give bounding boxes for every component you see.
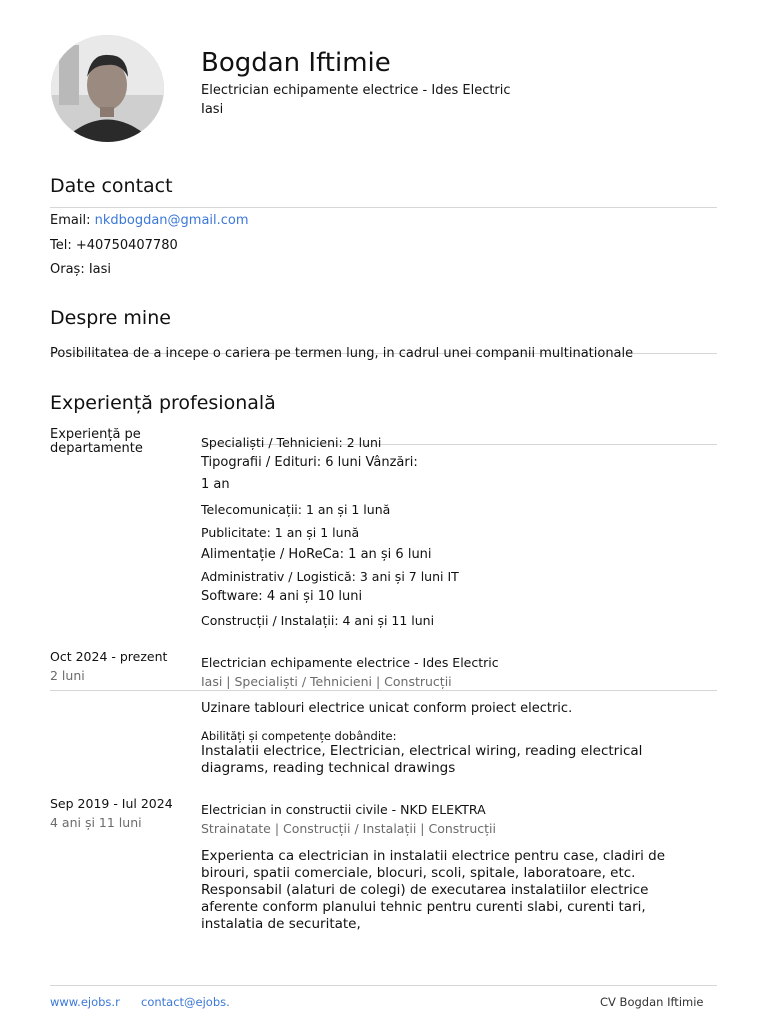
experience-section-title: Experiență profesională — [50, 392, 276, 414]
job-title: Electrician in constructii civile - NKD ELEKTRA — [201, 802, 486, 817]
phone-row — [50, 238, 178, 253]
email-label: Email: — [50, 213, 91, 228]
email-link[interactable]: nkdbogdan@gmail.com — [94, 213, 249, 228]
department-item: Publicitate: 1 an și 1 lună — [201, 525, 360, 540]
job-meta: Iasi | Specialiști / Tehnicieni | Construcții — [201, 674, 452, 689]
job-duration: 4 ani și 11 luni — [50, 815, 142, 830]
department-item: Administrativ / Logistică: 3 ani și 7 luni IT — [201, 569, 459, 584]
about-section-title: Despre mine — [50, 307, 171, 329]
job-duration: 2 luni — [50, 668, 85, 683]
department-item: Tipografii / Edituri: 6 luni Vânzări: — [201, 455, 418, 470]
department-item: Construcții / Instalații: 4 ani și 11 luni — [201, 613, 435, 628]
section-divider — [50, 207, 717, 208]
candidate-name: Bogdan Iftimie — [201, 48, 391, 78]
job-period: Oct 2024 - prezent — [50, 649, 168, 664]
email-row — [50, 213, 249, 228]
profile-photo — [51, 35, 164, 142]
footer-email-link[interactable]: contact@ejobs. — [141, 995, 230, 1009]
departments-label: Experiență pe departamente — [50, 427, 143, 456]
job-title: Electrician echipamente electrice - Ides Electric — [201, 655, 499, 670]
department-item: Specialiști / Tehnicieni: 2 luni — [201, 435, 382, 450]
candidate-headline: Electrician echipamente electrice - Ides Electric — [201, 83, 511, 98]
footer-site-link[interactable]: www.ejobs.r — [50, 995, 120, 1009]
footer-divider — [50, 985, 717, 986]
about-text: Posibilitatea de a incepe o cariera pe termen lung, in cadrul unei companii multinationale — [50, 346, 634, 361]
phone-value: +40750407780 — [75, 238, 178, 253]
department-item: Alimentație / HoReCa: 1 an și 6 luni — [201, 547, 432, 562]
contact-section-title: Date contact — [50, 175, 173, 197]
avatar — [51, 35, 164, 142]
skills-label: Abilități și competențe dobândite: — [201, 729, 397, 743]
job-meta: Strainatate | Construcții / Instalații | Construcții — [201, 821, 496, 836]
department-item: Telecomunicații: 1 an și 1 lună — [201, 502, 391, 517]
job-description: Uzinare tablouri electrice unicat conform proiect electric. — [201, 701, 573, 716]
footer-cv-name: CV Bogdan Iftimie — [600, 995, 704, 1009]
section-divider — [50, 690, 717, 691]
phone-label: Tel: — [50, 238, 72, 253]
city-row — [50, 262, 111, 277]
candidate-city: Iasi — [201, 102, 224, 117]
job-description: Experienta ca electrician in instalatii electrice pentru case, cladiri de birouri, spatii comerciale, blocuri, scoli, spitale, laboratoare, etc. Responsabil (alaturi de colegi) de executarea instalatiilor electrice aferente conform planului tehnic pentru curenti slabi, curenti tari, instalatia de securitate, — [201, 848, 666, 932]
department-item: Software: 4 ani și 10 luni — [201, 589, 363, 604]
department-item: 1 an — [201, 477, 230, 492]
skills-text: Instalatii electrice, Electrician, electrical wiring, reading electrical diagrams, reading technical drawings — [201, 743, 643, 776]
city-label: Oraș: — [50, 262, 85, 277]
city-value: Iasi — [88, 262, 112, 277]
job-period: Sep 2019 - Iul 2024 — [50, 796, 173, 811]
